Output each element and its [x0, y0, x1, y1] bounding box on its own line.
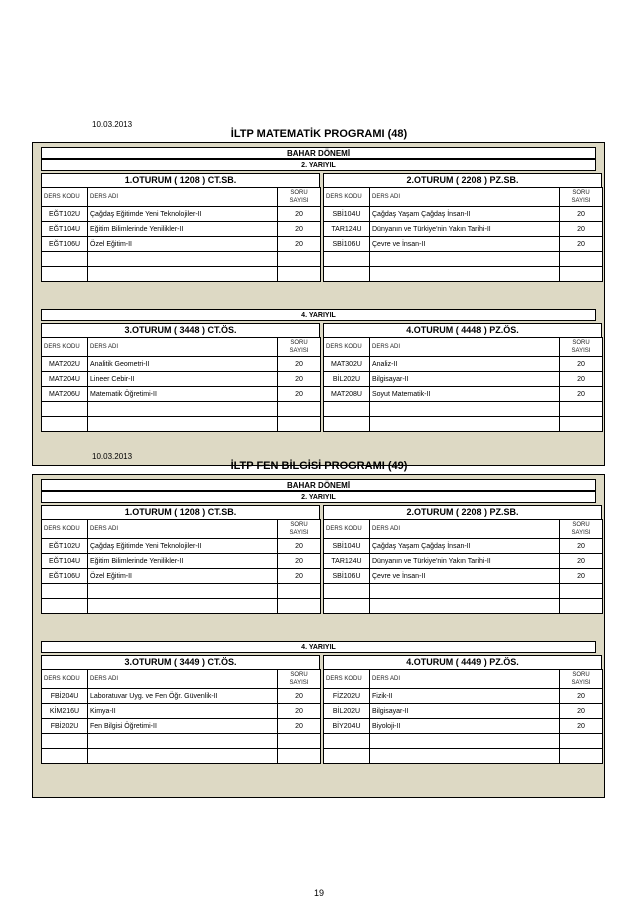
course-row	[324, 689, 603, 704]
course-row	[324, 387, 603, 402]
question-count: 20	[560, 704, 603, 719]
count-header-line2: SAYISI	[571, 680, 591, 686]
course-name	[370, 584, 560, 599]
question-count: 20	[278, 554, 321, 569]
course-code: TAR124U	[324, 554, 370, 569]
session-title: 1.OTURUM ( 1208 ) CT.SB.	[41, 505, 320, 519]
course-row	[324, 599, 603, 614]
question-count: 20	[560, 372, 603, 387]
session-title: 3.OTURUM ( 3449 ) CT.ÖS.	[41, 655, 320, 669]
column-header-code: DERS KODU	[42, 520, 88, 539]
course-row	[42, 749, 321, 764]
question-count: 20	[560, 554, 603, 569]
session-title: 4.OTURUM ( 4449 ) PZ.ÖS.	[323, 655, 602, 669]
program-schedule-panel	[32, 474, 605, 798]
column-header-code: DERS KODU	[324, 520, 370, 539]
course-name: Çevre ve İnsan-II	[370, 237, 560, 252]
count-header-line1: SORU	[290, 190, 308, 196]
question-count	[278, 599, 321, 614]
course-row	[42, 689, 321, 704]
course-row	[42, 569, 321, 584]
course-code: BİL202U	[324, 704, 370, 719]
table-header-row	[324, 338, 603, 357]
term-header: BAHAR DÖNEMİ	[41, 479, 596, 491]
question-count	[278, 734, 321, 749]
course-name	[88, 267, 278, 282]
report-date: 10.03.2013	[92, 120, 133, 129]
course-row	[324, 252, 603, 267]
course-row	[42, 222, 321, 237]
question-count	[560, 402, 603, 417]
course-table	[41, 519, 321, 614]
count-header-line1: SORU	[572, 340, 590, 346]
column-header-name: DERS ADI	[88, 338, 278, 357]
count-header-line1: SORU	[290, 340, 308, 346]
course-row	[324, 372, 603, 387]
question-count: 20	[560, 207, 603, 222]
count-header-line2: SAYISI	[289, 198, 309, 204]
count-header-line2: SAYISI	[289, 348, 309, 354]
course-name: Analitik Geometri-II	[88, 357, 278, 372]
question-count	[278, 267, 321, 282]
page-number: 19	[313, 888, 324, 898]
course-table	[41, 337, 321, 432]
course-row	[324, 267, 603, 282]
question-count: 20	[278, 207, 321, 222]
course-code	[42, 734, 88, 749]
column-header-count	[278, 188, 321, 207]
session-title: 4.OTURUM ( 4448 ) PZ.ÖS.	[323, 323, 602, 337]
course-row	[324, 554, 603, 569]
course-name: Kimya-II	[88, 704, 278, 719]
column-header-count	[560, 188, 603, 207]
course-code: EĞT102U	[42, 207, 88, 222]
column-header-name: DERS ADI	[88, 520, 278, 539]
question-count	[560, 734, 603, 749]
column-header-count	[560, 520, 603, 539]
question-count: 20	[278, 387, 321, 402]
course-code: FBİ202U	[42, 719, 88, 734]
course-row	[324, 417, 603, 432]
column-header-count	[560, 338, 603, 357]
course-name: Dünyanın ve Türkiye'nin Yakın Tarihi-II	[370, 554, 560, 569]
course-name	[88, 402, 278, 417]
course-row	[324, 237, 603, 252]
column-header-name: DERS ADI	[370, 188, 560, 207]
column-header-name: DERS ADI	[370, 338, 560, 357]
question-count	[560, 252, 603, 267]
session-title: 3.OTURUM ( 3448 ) CT.ÖS.	[41, 323, 320, 337]
course-row	[42, 599, 321, 614]
column-header-code: DERS KODU	[324, 670, 370, 689]
question-count: 20	[278, 539, 321, 554]
course-name	[88, 417, 278, 432]
question-count: 20	[278, 689, 321, 704]
question-count	[560, 417, 603, 432]
table-header-row	[42, 338, 321, 357]
course-row	[324, 402, 603, 417]
program-schedule-panel	[32, 142, 605, 466]
course-row	[324, 704, 603, 719]
column-header-name: DERS ADI	[88, 670, 278, 689]
course-name	[88, 734, 278, 749]
course-name: Fen Bilgisi Öğretimi-II	[88, 719, 278, 734]
course-table	[41, 187, 321, 282]
course-code	[324, 417, 370, 432]
count-header-line2: SAYISI	[571, 530, 591, 536]
course-row	[324, 222, 603, 237]
semester-header: 2. YARIYIL	[41, 491, 596, 503]
course-row	[324, 539, 603, 554]
course-code: KİM216U	[42, 704, 88, 719]
course-row	[42, 237, 321, 252]
course-code: EĞT104U	[42, 554, 88, 569]
course-code	[42, 267, 88, 282]
question-count	[560, 599, 603, 614]
question-count: 20	[278, 719, 321, 734]
column-header-name: DERS ADI	[370, 670, 560, 689]
course-row	[324, 357, 603, 372]
course-name	[88, 584, 278, 599]
course-name: Çağdaş Yaşam Çağdaş İnsan-II	[370, 207, 560, 222]
course-code	[324, 749, 370, 764]
course-code: TAR124U	[324, 222, 370, 237]
course-row	[42, 584, 321, 599]
course-name	[370, 749, 560, 764]
course-row	[42, 207, 321, 222]
question-count: 20	[278, 237, 321, 252]
column-header-code: DERS KODU	[42, 188, 88, 207]
column-header-name: DERS ADI	[370, 520, 560, 539]
column-header-count	[278, 520, 321, 539]
column-header-count	[278, 338, 321, 357]
course-code: BİL202U	[324, 372, 370, 387]
course-name: Analiz-II	[370, 357, 560, 372]
column-header-code: DERS KODU	[324, 188, 370, 207]
course-row	[42, 554, 321, 569]
course-row	[324, 584, 603, 599]
question-count: 20	[278, 357, 321, 372]
course-code	[324, 252, 370, 267]
question-count: 20	[560, 539, 603, 554]
course-code: EĞT102U	[42, 539, 88, 554]
question-count	[278, 402, 321, 417]
course-code	[324, 584, 370, 599]
question-count: 20	[560, 689, 603, 704]
count-header-line1: SORU	[290, 672, 308, 678]
table-header-row	[42, 670, 321, 689]
report-date: 10.03.2013	[92, 452, 133, 461]
course-code	[42, 417, 88, 432]
course-name	[370, 734, 560, 749]
semester-header: 4. YARIYIL	[41, 309, 596, 321]
course-code: SBİ104U	[324, 207, 370, 222]
program-title: İLTP FEN BİLGİSİ PROGRAMI (49)	[230, 460, 408, 472]
course-row	[324, 734, 603, 749]
course-row	[42, 402, 321, 417]
course-row	[42, 734, 321, 749]
course-code: MAT204U	[42, 372, 88, 387]
course-name: Çağdaş Eğitimde Yeni Teknolojiler-II	[88, 539, 278, 554]
course-name: Çevre ve İnsan-II	[370, 569, 560, 584]
course-code	[42, 584, 88, 599]
count-header-line1: SORU	[572, 522, 590, 528]
course-name: Eğitim Bilimlerinde Yenilikler-II	[88, 222, 278, 237]
course-row	[42, 357, 321, 372]
term-header: BAHAR DÖNEMİ	[41, 147, 596, 159]
column-header-count	[278, 670, 321, 689]
course-name: Bilgisayar-II	[370, 372, 560, 387]
question-count	[278, 252, 321, 267]
course-name	[370, 252, 560, 267]
course-code	[42, 599, 88, 614]
course-name	[88, 599, 278, 614]
course-table	[323, 669, 603, 764]
course-table	[323, 187, 603, 282]
count-header-line1: SORU	[290, 522, 308, 528]
question-count	[278, 417, 321, 432]
session-title: 2.OTURUM ( 2208 ) PZ.SB.	[323, 173, 602, 187]
question-count	[560, 267, 603, 282]
question-count: 20	[560, 387, 603, 402]
course-name: Matematik Öğretimi-II	[88, 387, 278, 402]
course-table	[41, 669, 321, 764]
question-count: 20	[560, 719, 603, 734]
course-row	[42, 387, 321, 402]
course-code	[324, 734, 370, 749]
course-row	[324, 719, 603, 734]
course-row	[42, 267, 321, 282]
question-count: 20	[560, 222, 603, 237]
course-name: Fizik-II	[370, 689, 560, 704]
course-code: BİY204U	[324, 719, 370, 734]
course-name	[88, 252, 278, 267]
semester-header: 2. YARIYIL	[41, 159, 596, 171]
question-count: 20	[560, 237, 603, 252]
course-code: SBİ106U	[324, 569, 370, 584]
count-header-line2: SAYISI	[289, 680, 309, 686]
course-code: MAT202U	[42, 357, 88, 372]
course-name: Soyut Matematik-II	[370, 387, 560, 402]
course-code	[42, 252, 88, 267]
course-name: Özel Eğitim-II	[88, 569, 278, 584]
course-code	[42, 402, 88, 417]
count-header-line1: SORU	[572, 672, 590, 678]
course-code: FİZ202U	[324, 689, 370, 704]
question-count	[560, 749, 603, 764]
course-row	[42, 704, 321, 719]
course-row	[42, 719, 321, 734]
table-header-row	[42, 188, 321, 207]
course-code	[42, 749, 88, 764]
course-code: EĞT104U	[42, 222, 88, 237]
question-count	[560, 584, 603, 599]
program-title: İLTP MATEMATİK PROGRAMI (48)	[230, 128, 408, 140]
question-count: 20	[560, 357, 603, 372]
course-code: MAT302U	[324, 357, 370, 372]
course-row	[324, 207, 603, 222]
count-header-line2: SAYISI	[571, 348, 591, 354]
question-count: 20	[278, 222, 321, 237]
table-header-row	[324, 670, 603, 689]
question-count	[278, 584, 321, 599]
course-name: Çağdaş Eğitimde Yeni Teknolojiler-II	[88, 207, 278, 222]
course-name	[370, 267, 560, 282]
question-count: 20	[560, 569, 603, 584]
course-code: EĞT106U	[42, 237, 88, 252]
course-name: Lineer Cebir-II	[88, 372, 278, 387]
column-header-code: DERS KODU	[42, 670, 88, 689]
session-title: 1.OTURUM ( 1208 ) CT.SB.	[41, 173, 320, 187]
table-header-row	[324, 520, 603, 539]
count-header-line2: SAYISI	[289, 530, 309, 536]
question-count: 20	[278, 704, 321, 719]
course-name	[88, 749, 278, 764]
course-name: Çağdaş Yaşam Çağdaş İnsan-II	[370, 539, 560, 554]
course-table	[323, 519, 603, 614]
course-name: Laboratuvar Uyg. ve Fen Öğr. Güvenlik-II	[88, 689, 278, 704]
course-code	[324, 267, 370, 282]
course-table	[323, 337, 603, 432]
course-row	[324, 749, 603, 764]
course-code	[324, 599, 370, 614]
semester-header: 4. YARIYIL	[41, 641, 596, 653]
column-header-code: DERS KODU	[42, 338, 88, 357]
count-header-line1: SORU	[572, 190, 590, 196]
course-name: Dünyanın ve Türkiye'nin Yakın Tarihi-II	[370, 222, 560, 237]
table-header-row	[42, 520, 321, 539]
column-header-name: DERS ADI	[88, 188, 278, 207]
course-code	[324, 402, 370, 417]
course-row	[324, 569, 603, 584]
course-code: MAT208U	[324, 387, 370, 402]
course-row	[42, 539, 321, 554]
question-count: 20	[278, 569, 321, 584]
course-row	[42, 417, 321, 432]
column-header-count	[560, 670, 603, 689]
course-name: Eğitim Bilimlerinde Yenilikler-II	[88, 554, 278, 569]
course-name: Biyoloji-II	[370, 719, 560, 734]
course-name: Bilgisayar-II	[370, 704, 560, 719]
course-name: Özel Eğitim-II	[88, 237, 278, 252]
question-count	[278, 749, 321, 764]
course-row	[42, 252, 321, 267]
course-code: EĞT106U	[42, 569, 88, 584]
session-title: 2.OTURUM ( 2208 ) PZ.SB.	[323, 505, 602, 519]
course-code: FBİ204U	[42, 689, 88, 704]
count-header-line2: SAYISI	[571, 198, 591, 204]
course-code: SBİ104U	[324, 539, 370, 554]
course-code: SBİ106U	[324, 237, 370, 252]
course-row	[42, 372, 321, 387]
column-header-code: DERS KODU	[324, 338, 370, 357]
question-count: 20	[278, 372, 321, 387]
course-name	[370, 402, 560, 417]
course-name	[370, 599, 560, 614]
course-name	[370, 417, 560, 432]
course-code: MAT206U	[42, 387, 88, 402]
table-header-row	[324, 188, 603, 207]
